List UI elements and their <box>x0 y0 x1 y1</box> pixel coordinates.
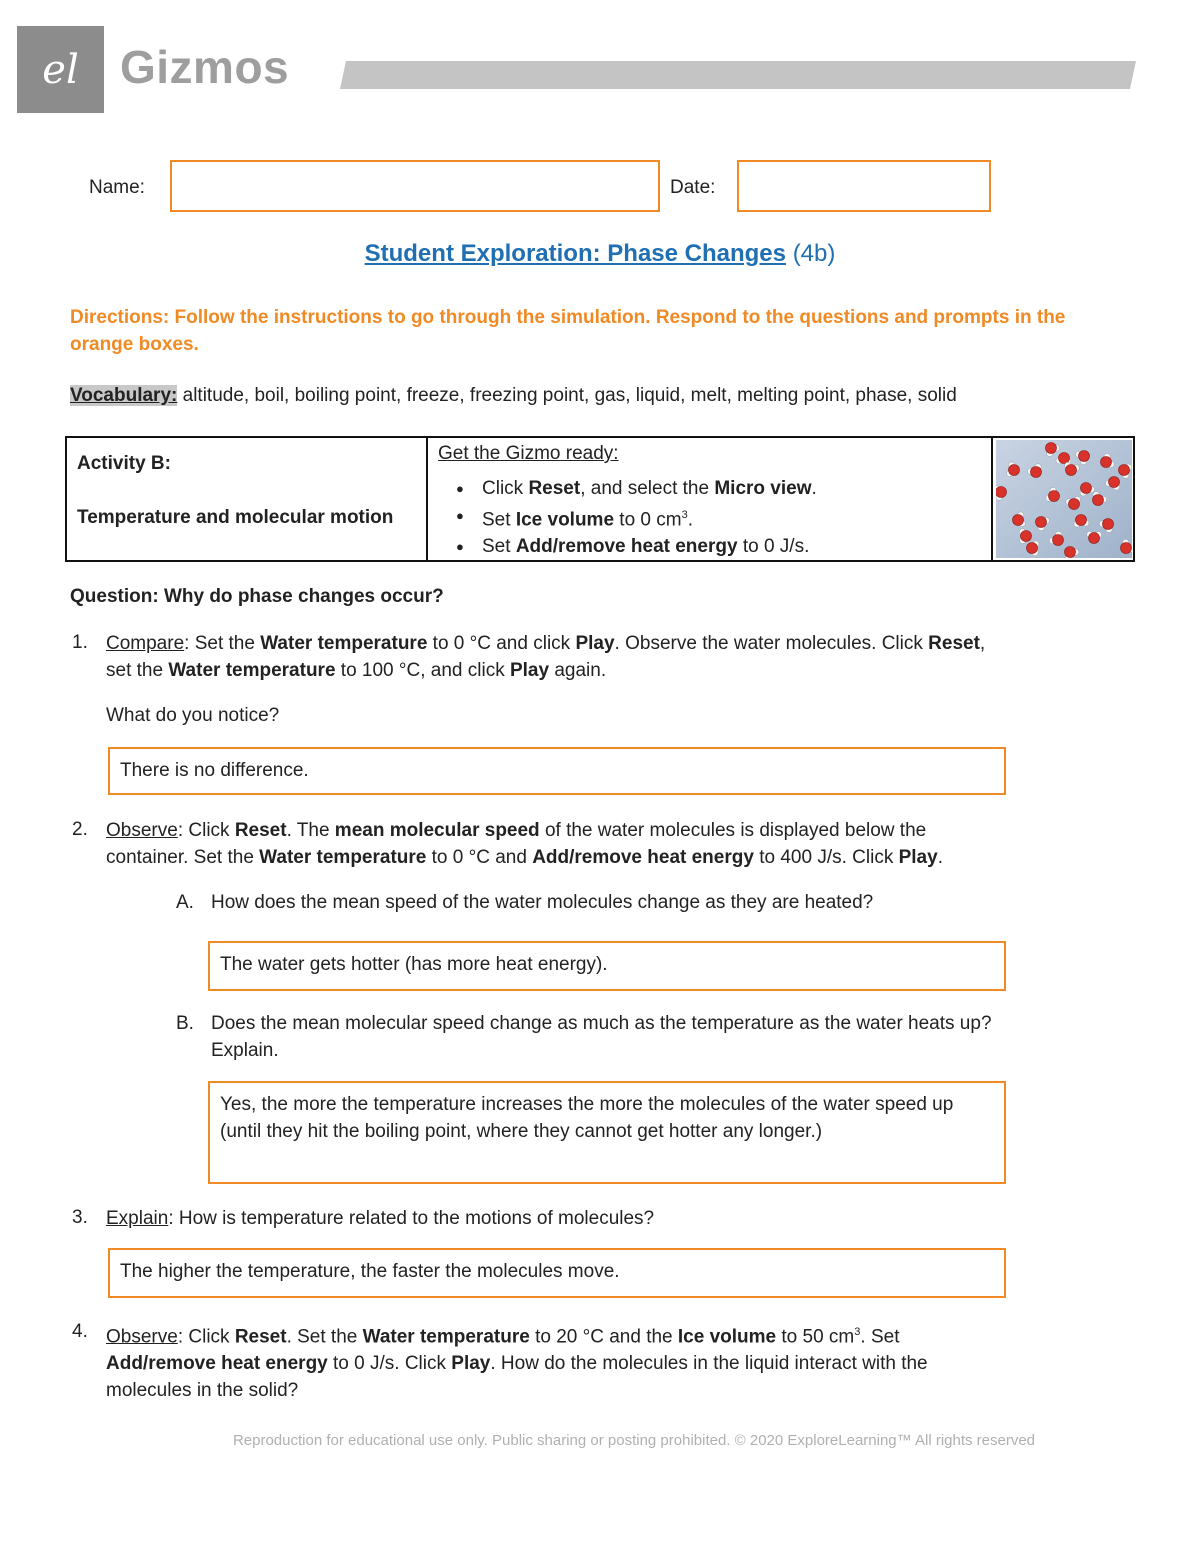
q2-text: Observe: Click Reset. The mean molecular speed of the water molecules is displayed below the container. Set the Water temperature to 0 °C and Add/remove heat energy to 400 J/s. Click Play. <box>106 820 943 868</box>
name-field[interactable] <box>170 160 660 212</box>
question-heading: Question: Why do phase changes occur? <box>70 586 444 607</box>
date-label: Date: <box>670 177 716 198</box>
activity-table <box>65 436 1135 562</box>
q3-number: 3. <box>72 1207 88 1228</box>
q1-number: 1. <box>72 632 88 653</box>
footer-notice: Reproduction for educational use only. Public sharing or posting prohibited. © 2020 ExploreLearning™ All rights reserved <box>232 1432 1036 1449</box>
q2b-text: Does the mean molecular speed change as much as the temperature as the water heats up? Explain. <box>211 1013 992 1061</box>
activity-heading <box>65 438 428 560</box>
q2a-answer: The water gets hotter (has more heat energy). <box>220 954 608 975</box>
vocabulary <box>70 385 957 407</box>
q4-text: Observe: Click Reset. Set the Water temperature to 20 °C and the Ice volume to 50 $cm^3$. Set Add/remove heat energy to 0 J/s. Click Play. How do the molecules in the liquid interact with the molecules in the solid? <box>106 1326 928 1402</box>
q3-answer: The higher the temperature, the faster the molecules move. <box>120 1261 620 1282</box>
q2a-letter: A. <box>176 892 194 913</box>
q2-number: 2. <box>72 819 88 840</box>
molecules-image-cell <box>993 438 1135 560</box>
setup-heading: Get the Gizmo ready: <box>438 443 619 464</box>
title-sub: (4b) <box>792 240 836 267</box>
water-molecules-image <box>996 440 1132 558</box>
activity-topic: Temperature and molecular motion <box>77 507 394 528</box>
q1-answer: There is no difference. <box>120 760 309 781</box>
q2b-answer-box[interactable] <box>208 1081 1006 1184</box>
q4-number: 4. <box>72 1321 88 1342</box>
q2a-text: How does the mean speed of the water molecules change as they are heated? <box>211 892 874 913</box>
q2b-letter: B. <box>176 1013 194 1034</box>
setup-step: ● Set Add/remove heat energy to 0 J/s. <box>482 533 981 560</box>
vocabulary-terms: altitude, boil, boiling point, freeze, freezing point, gas, liquid, melt, melting point, phase, solid <box>182 385 957 406</box>
name-label: Name: <box>89 177 145 198</box>
title-main: Student Exploration: Phase Changes <box>364 240 787 267</box>
setup-step: ● Set Ice volume to 0 $cm^3$. <box>482 502 981 533</box>
header-bar <box>340 61 1136 89</box>
vocabulary-label: Vocabulary: <box>70 385 178 406</box>
page-title <box>0 240 1200 268</box>
q2a-answer-box[interactable] <box>208 941 1006 991</box>
q3-text: Explain: How is temperature related to the motions of molecules? <box>106 1208 655 1229</box>
setup-list <box>438 475 981 560</box>
q1-answer-box[interactable] <box>108 747 1006 795</box>
activity-label: Activity B: <box>77 453 171 474</box>
brand-name: Gizmos <box>120 41 290 93</box>
setup-step: ● Click Reset, and select the Micro view. <box>482 475 981 502</box>
date-field[interactable] <box>737 160 991 212</box>
q3-answer-box[interactable] <box>108 1248 1006 1298</box>
directions: Directions: Follow the instructions to go through the simulation. Respond to the questions and prompts in the orange boxes. <box>70 307 1066 355</box>
logo-mark: el <box>42 46 79 93</box>
gizmos-logo <box>17 26 104 113</box>
q1-prompt: What do you notice? <box>106 705 280 726</box>
gizmo-setup <box>428 438 993 560</box>
q1-text: Compare: Set the Water temperature to 0 °C and click Play. Observe the water molecules. Click Reset, set the Water temperature to 100 °C, and click Play again. <box>106 633 986 681</box>
q2b-answer: Yes, the more the temperature increases the more the molecules of the water speed up (until they hit the boiling point, where they cannot get hotter any longer.) <box>220 1094 954 1142</box>
